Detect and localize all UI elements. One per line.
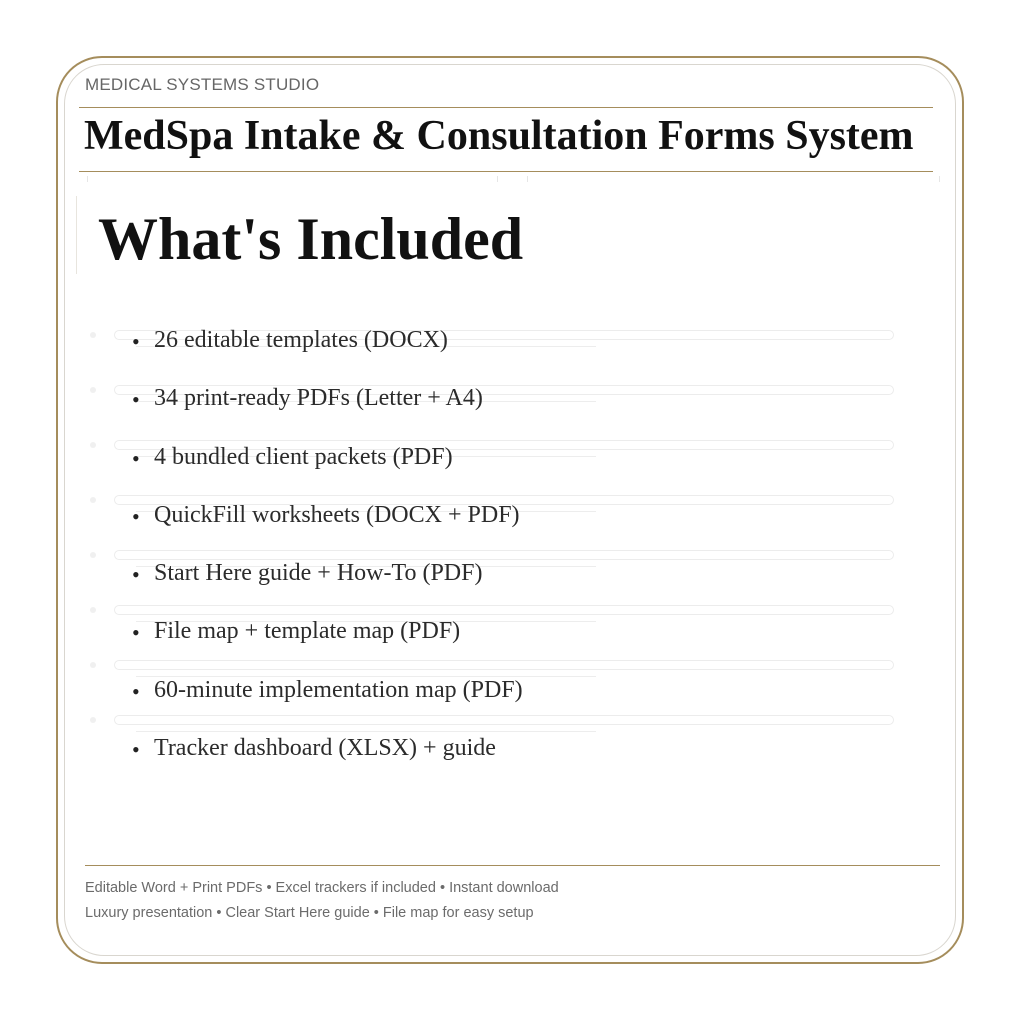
faint-dot <box>90 607 96 613</box>
included-items-list <box>132 322 523 788</box>
list-item <box>132 380 523 438</box>
list-item <box>132 555 523 613</box>
faint-dot <box>90 387 96 393</box>
list-item <box>132 497 523 555</box>
footer-line-1: Editable Word + Print PDFs • Excel trackers if included • Instant download <box>85 880 559 896</box>
faint-dot <box>90 552 96 558</box>
list-item <box>132 613 523 671</box>
brand-label: MEDICAL SYSTEMS STUDIO <box>85 75 320 94</box>
page-title: MedSpa Intake & Consultation Forms System <box>84 113 914 159</box>
bullet-icon: • <box>132 737 140 763</box>
faint-dot <box>90 497 96 503</box>
faint-dot <box>90 332 96 338</box>
list-item <box>132 322 523 380</box>
bullet-icon: • <box>132 503 140 529</box>
header-divider-bottom <box>79 171 933 172</box>
list-item-label: 60-minute implementation map (PDF) <box>154 676 523 703</box>
bullet-icon: • <box>132 445 140 471</box>
faint-dot <box>90 717 96 723</box>
footer-line-2: Luxury presentation • Clear Start Here guide • File map for easy setup <box>85 905 534 921</box>
bullet-icon: • <box>132 329 140 354</box>
heading-accent-line <box>76 196 77 274</box>
list-item-label: 26 editable templates (DOCX) <box>154 327 448 353</box>
list-item <box>132 439 523 497</box>
bullet-icon: • <box>132 678 140 704</box>
bullet-icon: • <box>132 387 140 413</box>
list-item-label: Tracker dashboard (XLSX) + guide <box>154 735 496 762</box>
footer-divider <box>85 865 940 866</box>
list-item <box>132 730 523 788</box>
list-item <box>132 672 523 730</box>
list-item-label: File map + template map (PDF) <box>154 618 461 645</box>
header-divider-top <box>79 107 933 108</box>
list-item-label: Start Here guide + How-To (PDF) <box>154 560 483 587</box>
faint-dot <box>90 442 96 448</box>
bullet-icon: • <box>132 620 140 646</box>
list-item-label: QuickFill worksheets (DOCX + PDF) <box>154 501 520 528</box>
bullet-icon: • <box>132 562 140 588</box>
list-item-label: 4 bundled client packets (PDF) <box>154 443 453 470</box>
list-item-label: 34 print-ready PDFs (Letter + A4) <box>154 385 483 412</box>
faint-dot <box>90 662 96 668</box>
section-heading: What's Included <box>98 206 524 272</box>
